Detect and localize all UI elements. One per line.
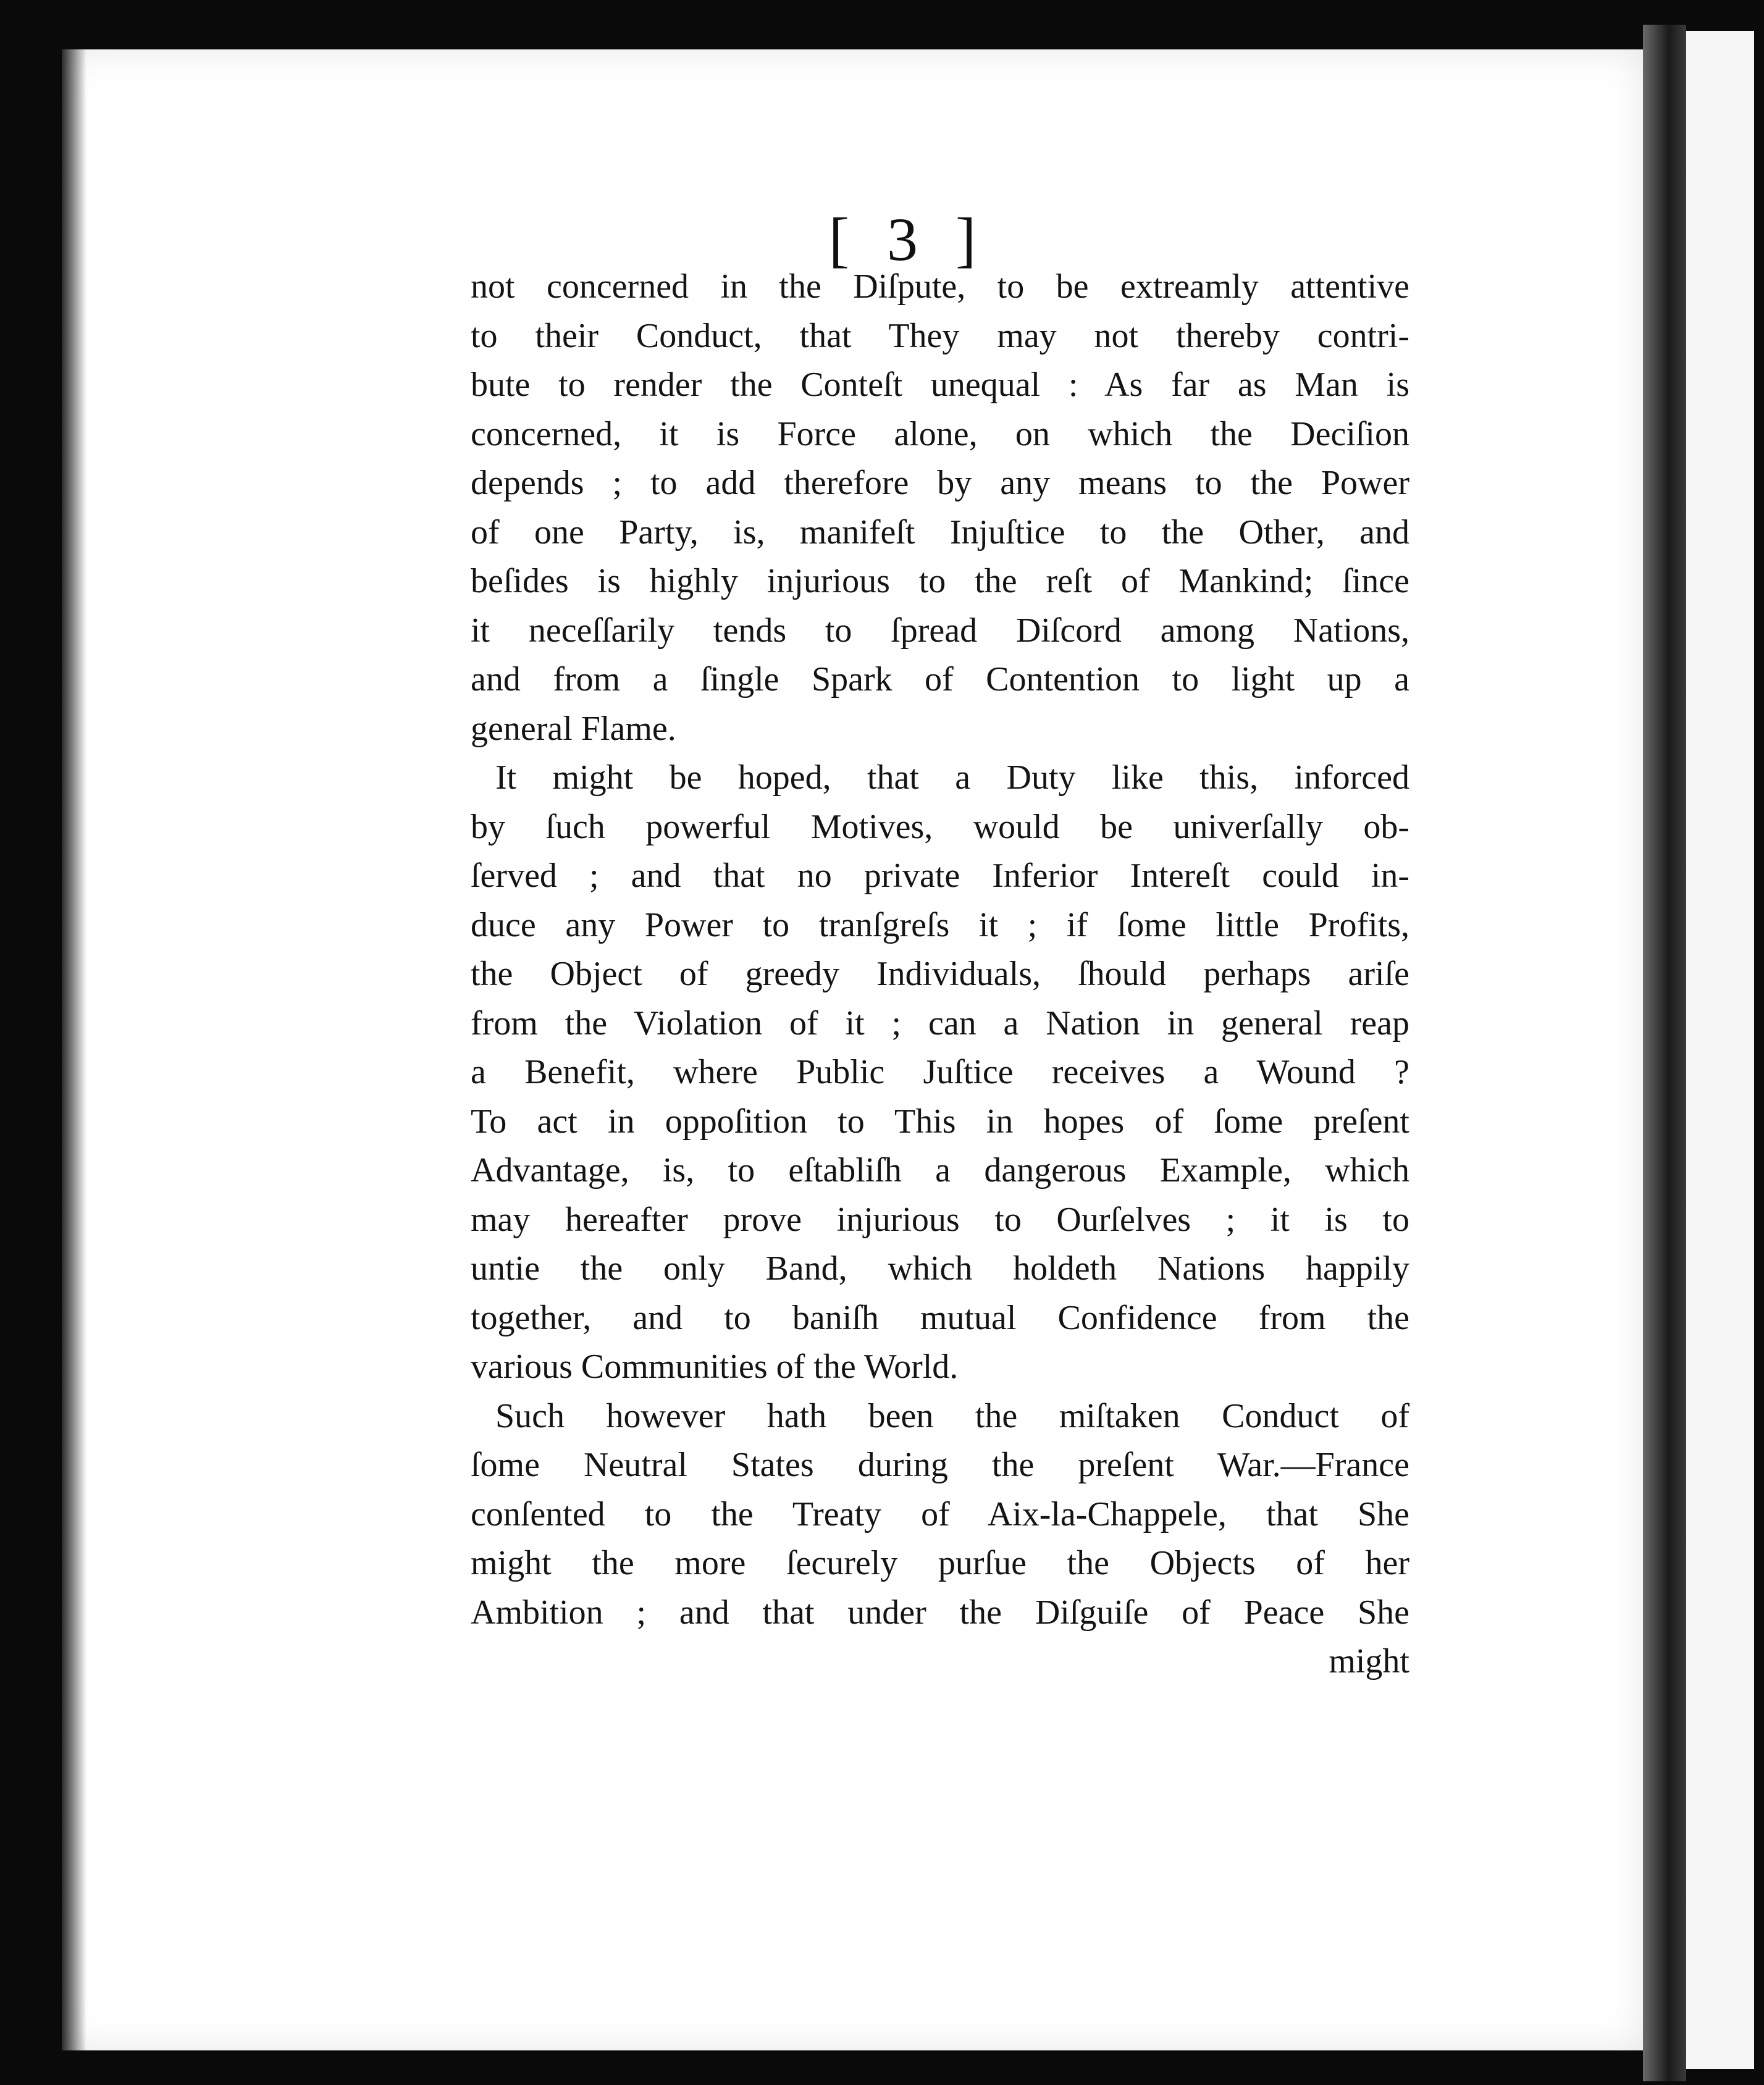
text-line: It might be hoped, that a Duty like this, inforced [495,758,1409,797]
text-line: together, and to baniſh mutual Confidence from the [471,1298,1409,1337]
text-line: concerned, it is Force alone, on which the Deciſion [471,414,1409,453]
text-line: Ambition ; and that under the Diſguiſe of Peace She [471,1593,1409,1632]
facing-page-edge [1686,31,1754,2069]
text-line: might the more ſecurely purſue the Objects of her [471,1544,1409,1582]
text-line: To act in oppoſition to This in hopes of ſome preſent [471,1102,1409,1141]
text-line: conſented to the Treaty of Aix-la-Chappele, that She [471,1495,1409,1533]
text-line: general Flame. [471,709,676,748]
paragraph-1 [471,262,1409,753]
text-line: a Benefit, where Public Juſtice receives a Wound ? [471,1053,1409,1091]
text-line: Advantage, is, to eſtabliſh a dangerous Example, which [471,1151,1409,1189]
text-line: may hereafter prove injurious to Ourſelves ; it is to [471,1200,1409,1239]
text-line: to their Conduct, that They may not thereby contri- [471,316,1409,355]
text-line: Such however hath been the miſtaken Conduct of [495,1396,1409,1435]
paragraph-3 [471,1392,1409,1638]
text-line: ſerved ; and that no private Inferior Intereſt could in- [471,857,1409,895]
text-line: ſome Neutral States during the preſent War.—France [471,1446,1409,1484]
text-line: not concerned in the Diſpute, to be extreamly attentive [471,267,1409,306]
body-text [471,262,1409,1687]
text-line: it neceſſarily tends to ſpread Diſcord among Nations, [471,611,1409,650]
catchword: might [1329,1642,1409,1680]
text-line: by ſuch powerful Motives, would be univerſally ob- [471,807,1409,846]
page-number: [ 3 ] [828,205,988,274]
text-line: various Communities of the World. [471,1348,959,1386]
text-line: the Object of greedy Individuals, ſhould perhaps ariſe [471,955,1409,993]
text-line: depends ; to add therefore by any means to the Power [471,464,1409,502]
paragraph-2 [471,753,1409,1392]
text-line: and from a ſingle Spark of Contention to light up a [471,660,1409,698]
book-gutter [1643,25,1686,2081]
text-line: bute to render the Conteſt unequal : As far as Man is [471,366,1409,404]
text-line: untie the only Band, which holdeth Nations happily [471,1249,1409,1288]
text-line: from the Violation of it ; can a Nation in general reap [471,1004,1409,1042]
text-line: of one Party, is, manifeſt Injuſtice to the Other, and [471,513,1409,552]
text-line: duce any Power to tranſgreſs it ; if ſome little Profits, [471,905,1409,944]
page-edge-shadow [62,49,86,2050]
text-line: beſides is highly injurious to the reſt of Mankind; ſince [471,562,1409,600]
